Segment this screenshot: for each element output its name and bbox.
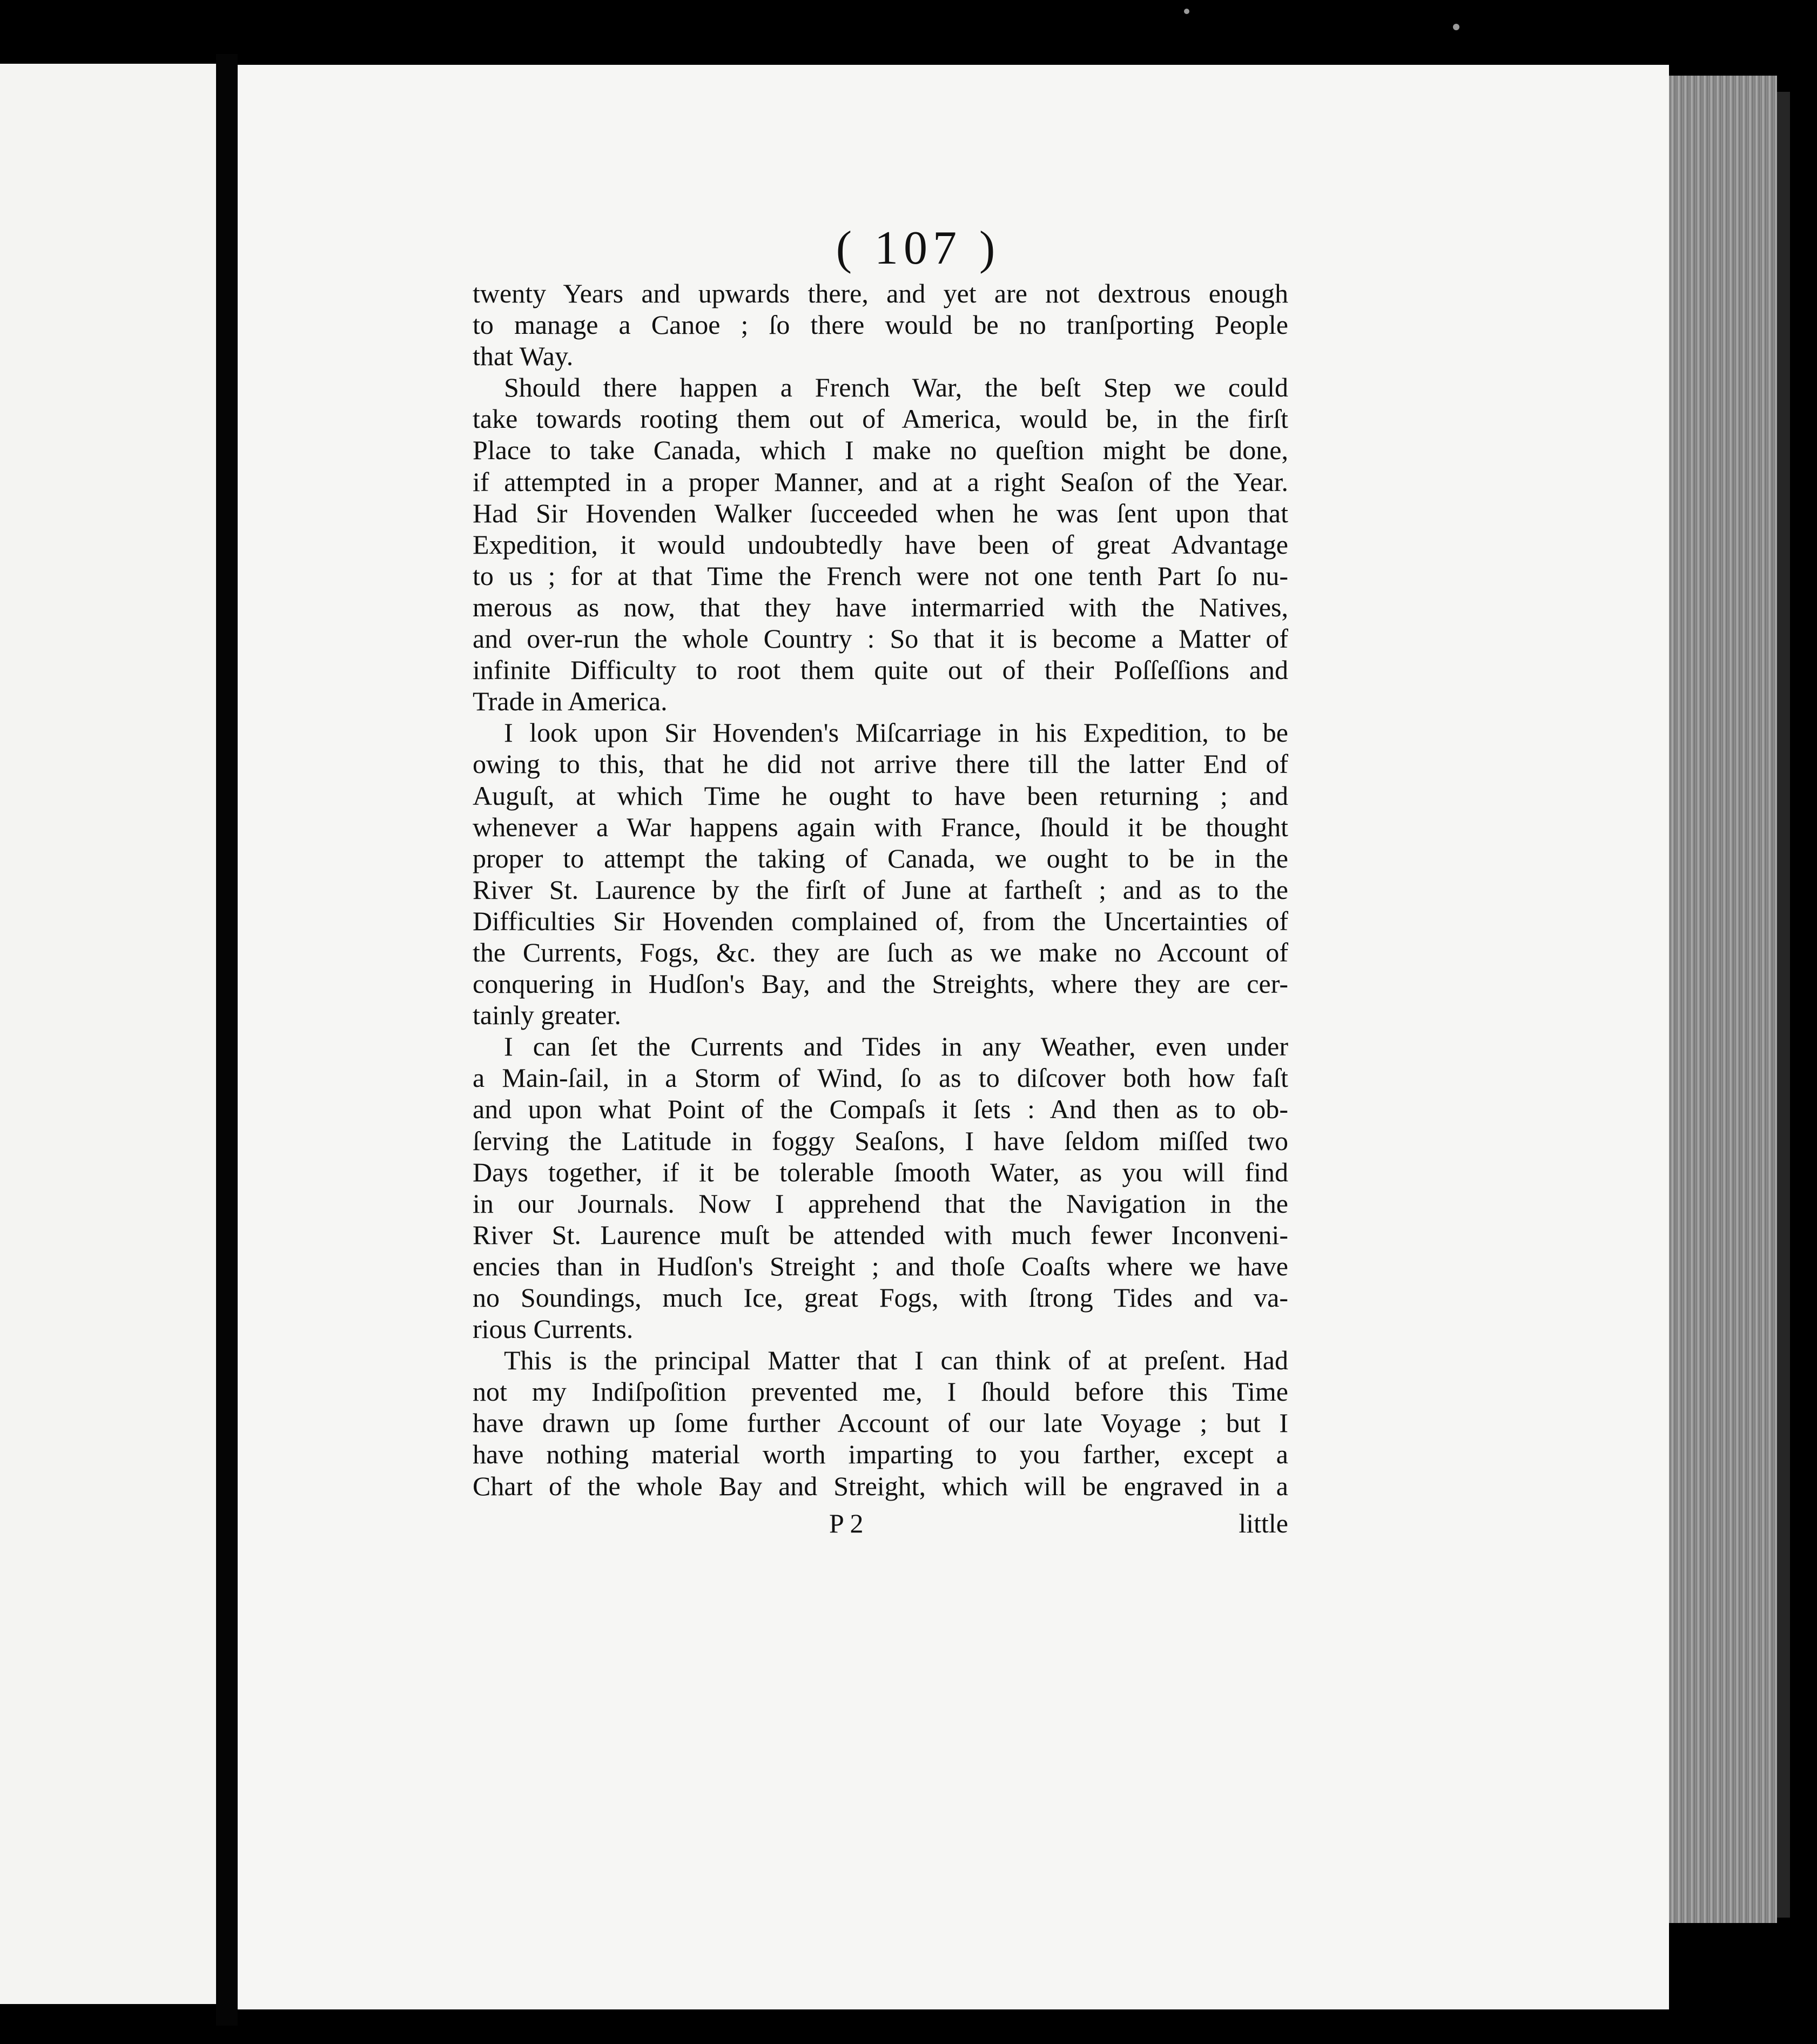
- text-line: whenever a War happens again with France, ſhould it be thought: [473, 811, 1288, 842]
- text-line: River St. Laurence by the firſt of June at fartheſt ; and as to the: [473, 874, 1288, 905]
- text-line: to manage a Canoe ; ſo there would be no tranſporting People: [473, 310, 1288, 340]
- text-line: the Currents, Fogs, &c. they are ſuch as we make no Account of: [473, 937, 1288, 967]
- text-line: that Way.: [473, 341, 574, 372]
- text-line: Expedition, it would undoubtedly have been of great Advantage: [473, 529, 1288, 560]
- text-line: Chart of the whole Bay and Streight, which will be engraved in a: [473, 1470, 1288, 1501]
- text-line: This is the principal Matter that I can think of at preſent. Had: [504, 1345, 1288, 1376]
- text-line: I can ſet the Currents and Tides in any Weather, even under: [504, 1031, 1288, 1062]
- text-line: Trade in America.: [473, 686, 668, 717]
- text-line: if attempted in a proper Manner, and at a right Seaſon of the Year.: [473, 466, 1288, 497]
- page-footer: [473, 1507, 1288, 1539]
- text-line: rious Currents.: [473, 1314, 634, 1344]
- text-line: no Soundings, much Ice, great Fogs, with ſtrong Tides and va-: [473, 1282, 1288, 1313]
- page-block-edge: [1669, 76, 1777, 1923]
- text-line: Days together, if it be tolerable ſmooth Water, as you will find: [473, 1157, 1288, 1187]
- text-line: twenty Years and upwards there, and yet are not dextrous enough: [473, 278, 1288, 308]
- text-line: tainly greater.: [473, 1000, 621, 1031]
- text-line: a Main-ſail, in a Storm of Wind, ſo as to diſcover both how faſt: [473, 1063, 1288, 1093]
- page-edge-shadow: [1777, 92, 1790, 1918]
- text-line: merous as now, that they have intermarried with the Natives,: [473, 591, 1288, 622]
- text-line: and upon what Point of the Compaſs it ſets : And then as to ob-: [473, 1094, 1288, 1125]
- scan-speck: [1453, 24, 1459, 30]
- text-line: Had Sir Hovenden Walker ſucceeded when he was ſent upon that: [473, 497, 1288, 528]
- scan-speck: [1184, 9, 1189, 14]
- text-line: infinite Difficulty to root them quite out of their Poſſeſſions and: [473, 655, 1288, 685]
- book-gutter: [216, 54, 238, 2026]
- text-line: and over-run the whole Country : So that it is become a Matter of: [473, 623, 1288, 654]
- text-line: owing to this, that he did not arrive there till the latter End of: [473, 749, 1288, 779]
- catchword: little: [1239, 1508, 1288, 1538]
- text-line: Should there happen a French War, the beſt Step we could: [504, 372, 1288, 403]
- text-line: Place to take Canada, which I make no queſtion might be done,: [473, 435, 1288, 466]
- body-text: [473, 278, 1288, 1502]
- text-line: encies than in Hudſon's Streight ; and thoſe Coaſts where we have: [473, 1250, 1288, 1281]
- text-line: have drawn up ſome further Account of our late Voyage ; but I: [473, 1408, 1288, 1438]
- text-line: conquering in Hudſon's Bay, and the Streights, where they are cer-: [473, 969, 1288, 999]
- signature-mark: P 2: [829, 1508, 864, 1538]
- text-line: I look upon Sir Hovenden's Miſcarriage in his Expedition, to be: [504, 717, 1288, 748]
- text-line: have nothing material worth imparting to you farther, except a: [473, 1439, 1288, 1470]
- left-page-fragment: [0, 64, 216, 2004]
- text-line: proper to attempt the taking of Canada, we ought to be in the: [473, 843, 1288, 873]
- page-number: ( 107 ): [836, 222, 1001, 274]
- text-line: not my Indiſpoſition prevented me, I ſhould before this Time: [473, 1376, 1288, 1407]
- text-line: ſerving the Latitude in foggy Seaſons, I have ſeldom miſſed two: [473, 1125, 1288, 1156]
- text-line: River St. Laurence muſt be attended with much fewer Inconveni-: [473, 1219, 1288, 1250]
- text-line: in our Journals. Now I apprehend that the Navigation in the: [473, 1188, 1288, 1219]
- text-line: Auguſt, at which Time he ought to have been returning ; and: [473, 780, 1288, 811]
- text-line: Difficulties Sir Hovenden complained of, from the Uncertainties of: [473, 905, 1288, 936]
- text-line: take towards rooting them out of America, would be, in the firſt: [473, 404, 1288, 434]
- text-line: to us ; for at that Time the French were not one tenth Part ſo nu-: [473, 560, 1288, 591]
